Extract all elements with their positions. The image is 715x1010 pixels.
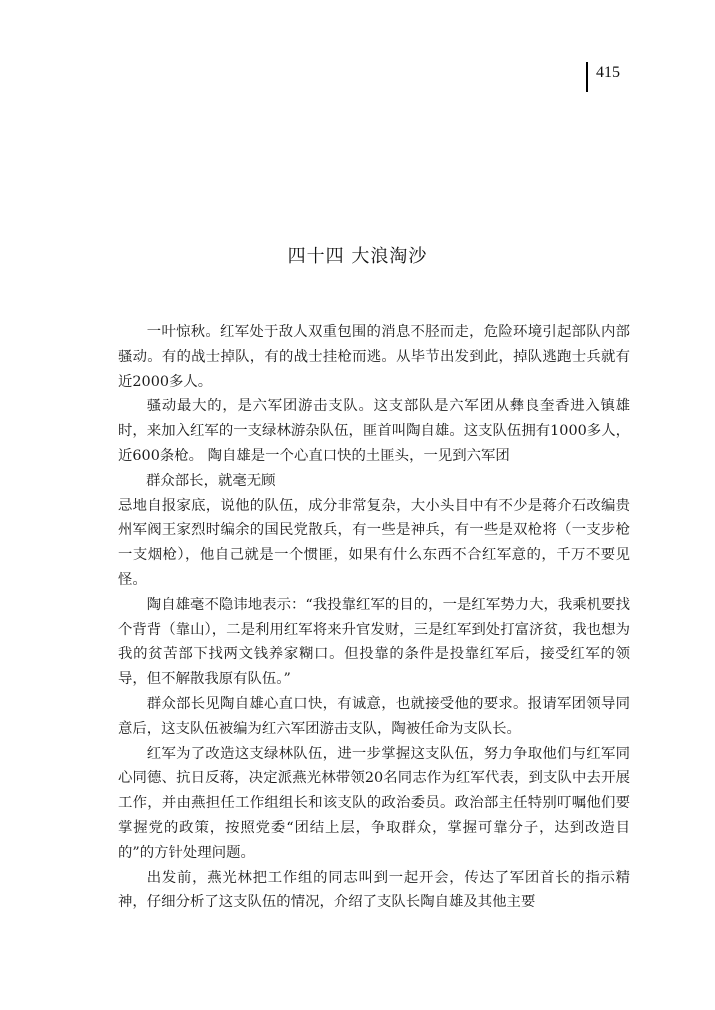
page-header-rule [586, 62, 588, 92]
chapter-title: 四十四 大浪淘沙 [287, 246, 428, 267]
page-number: 415 [596, 64, 620, 81]
paragraph-fragment: 群众部长，就毫无顾 [146, 472, 276, 489]
paragraph-continuation: 忌地自报家底，说他的队伍，成分非常复杂，大小头目中有不少是蒋介石改编贵州军阀王家烈时编余的国民党散兵，有一些是神兵，有一些是双枪将（一支步枪一支烟枪），他自己就是一个惯匪，如果有什么东西不合红军意的，千万不要见怪。 [118, 497, 630, 588]
body-text [118, 320, 630, 915]
paragraph: 红军为了改造这支绿林队伍，进一步掌握这支队伍，努力争取他们与红军同心同德、抗日反蒋，决定派燕光林带领20名同志作为红军代表，到支队中去开展工作，并由燕担任工作组组长和该支队的政治委员。政治部主任特别叮嘱他们要掌握党的政策，按照党委“团结上层，争取群众，掌握可靠分子，达到改造目的”的方针处理问题。 [118, 745, 630, 861]
paragraph: 一叶惊秋。红军处于敌人双重包围的消息不胫而走，危险环境引起部队内部骚动。有的战士掉队，有的战士挂枪而逃。从毕节出发到此，掉队逃跑士兵就有近2000多人。 [118, 324, 630, 390]
paragraph: 骚动最大的，是六军团游击支队。这支部队是六军团从彝良奎香进入镇雄时，来加入红军的一支绿林游杂队伍，匪首叫陶自雄。这支队伍拥有1000多人，近600条枪。 陶自雄是一个心直口快的土匪头，一见到六军团 [118, 398, 630, 464]
paragraph: 群众部长见陶自雄心直口快，有诚意，也就接受他的要求。报请军团领导同意后，这支队伍被编为红六军团游击支队，陶被任命为支队长。 [118, 695, 630, 737]
paragraph: 陶自雄毫不隐讳地表示：“我投靠红军的目的，一是红军势力大，我乘机要找个背背（靠山），二是利用红军将来升官发财，三是红军到处打富济贫，我也想为我的贫苦部下找两文钱养家糊口。但投靠的条件是投靠红军后，接受红军的领导，但不解散我原有队伍。” [118, 596, 630, 688]
paragraph: 出发前，燕光林把工作组的同志叫到一起开会，传达了军团首长的指示精神，仔细分析了这支队伍的情况，介绍了支队长陶自雄及其他主要 [118, 869, 630, 911]
